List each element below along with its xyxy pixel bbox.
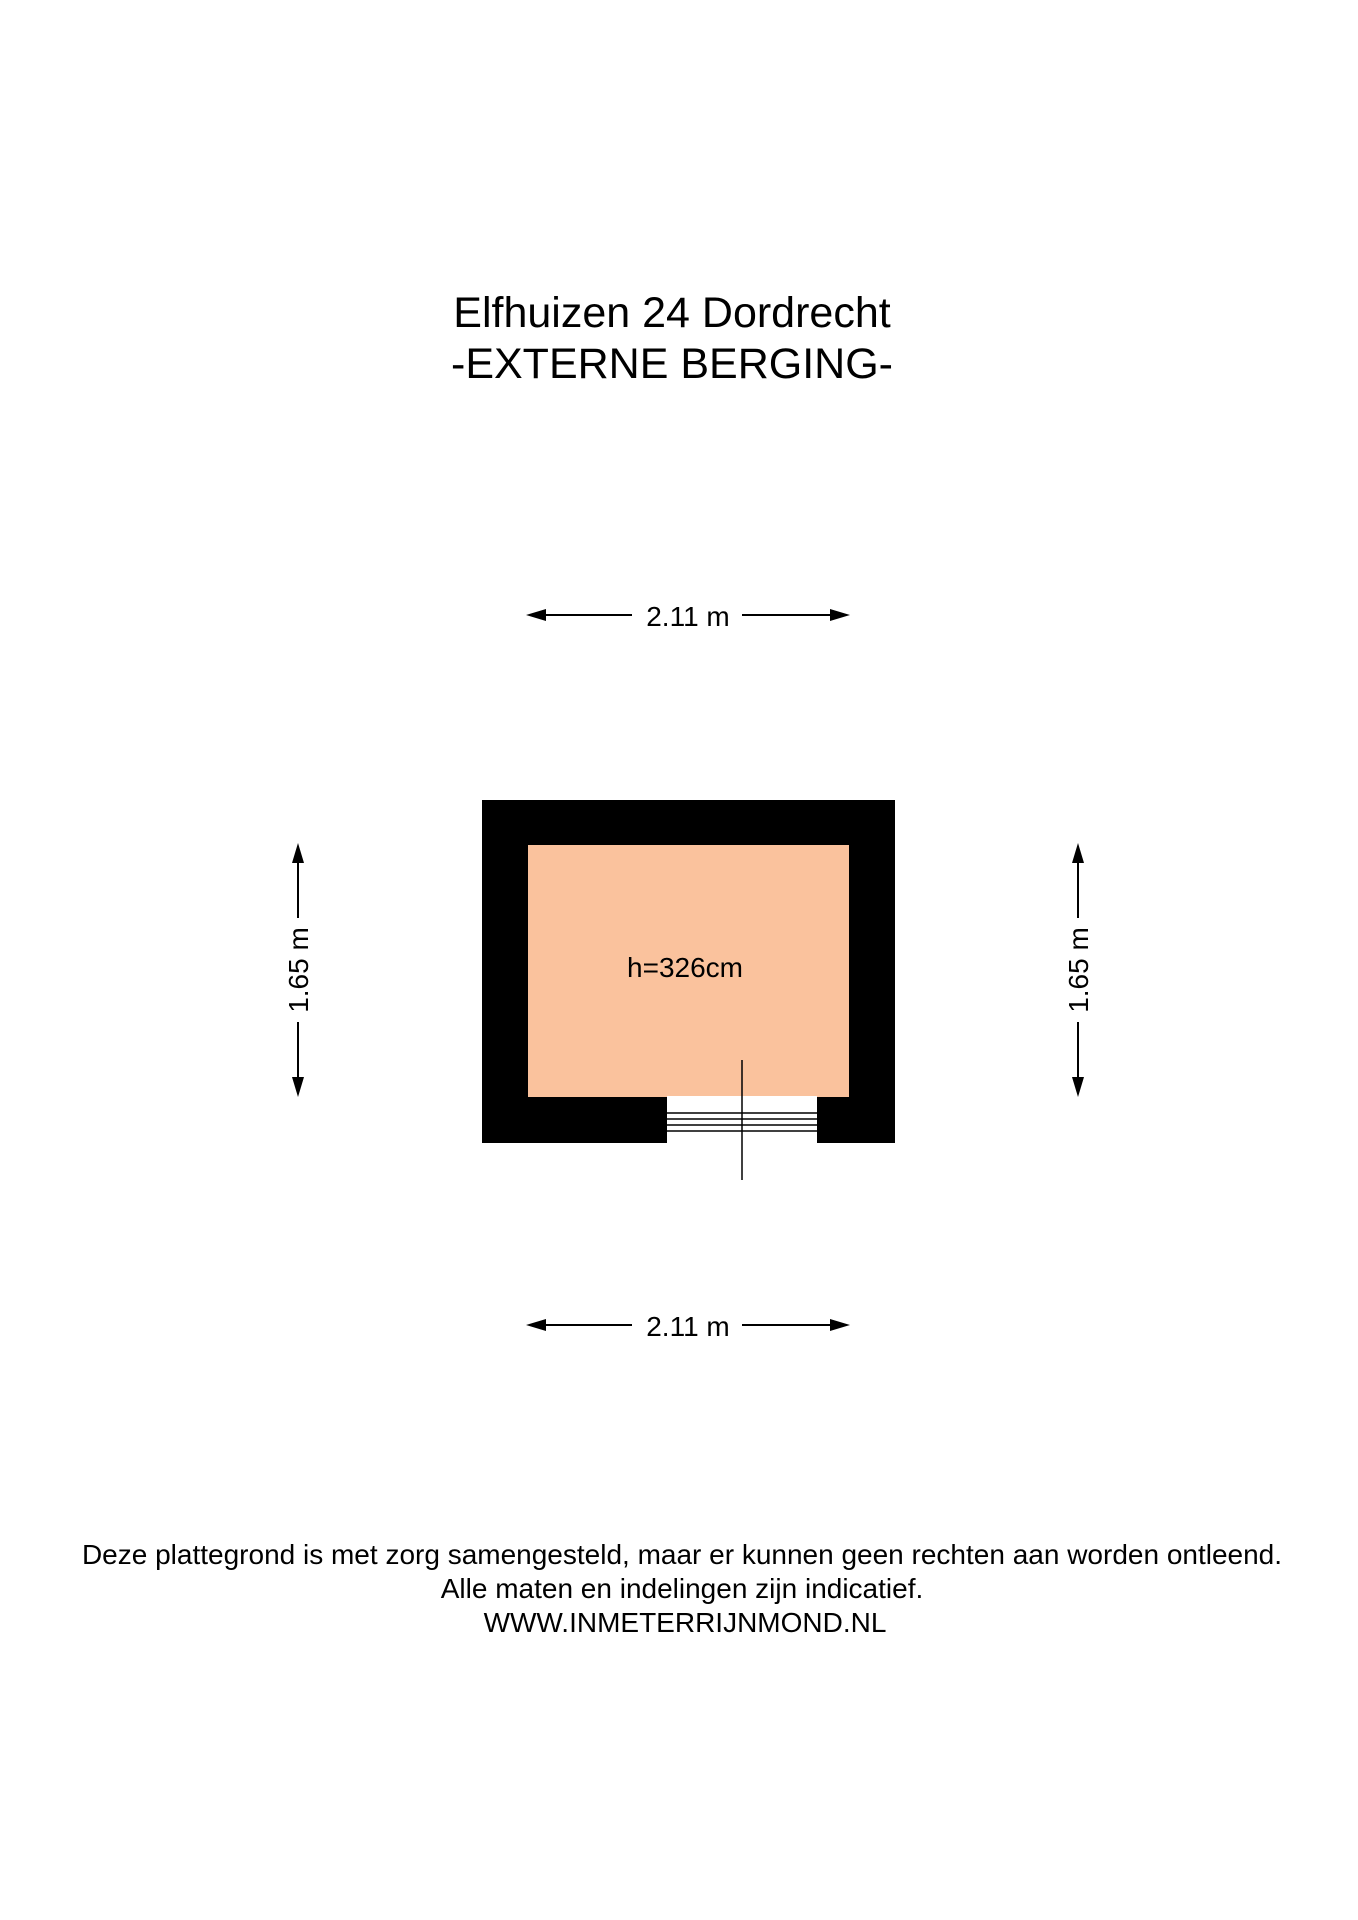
- arrow-left-icon: [526, 609, 546, 621]
- property-address-title: Elfhuizen 24 Dordrecht: [453, 289, 891, 337]
- top-width-label: 2.11 m: [646, 601, 730, 632]
- top-width-dimension: [526, 601, 850, 632]
- left-height-dimension: [283, 843, 314, 1097]
- arrow-right-icon: [830, 1319, 850, 1331]
- website-link[interactable]: WWW.INMETERRIJNMOND.NL: [483, 1607, 887, 1638]
- room-height-label: h=326cm: [627, 952, 743, 983]
- arrow-down-icon: [292, 1077, 304, 1097]
- arrow-up-icon: [292, 843, 304, 863]
- left-height-label: 1.65 m: [283, 927, 314, 1013]
- storage-room: [482, 800, 895, 1180]
- arrow-left-icon: [526, 1319, 546, 1331]
- bottom-width-label: 2.11 m: [646, 1311, 730, 1342]
- right-height-label: 1.65 m: [1063, 927, 1094, 1013]
- arrow-right-icon: [830, 609, 850, 621]
- right-height-dimension: [1063, 843, 1094, 1097]
- disclaimer-line-2: Alle maten en indelingen zijn indicatief.: [440, 1573, 924, 1604]
- arrow-up-icon: [1072, 843, 1084, 863]
- arrow-down-icon: [1072, 1077, 1084, 1097]
- bottom-width-dimension: [526, 1311, 850, 1342]
- disclaimer-line-1: Deze plattegrond is met zorg samengesteld, maar er kunnen geen rechten aan worden ontleend.: [81, 1539, 1283, 1570]
- area-subtitle: -EXTERNE BERGING-: [451, 340, 893, 388]
